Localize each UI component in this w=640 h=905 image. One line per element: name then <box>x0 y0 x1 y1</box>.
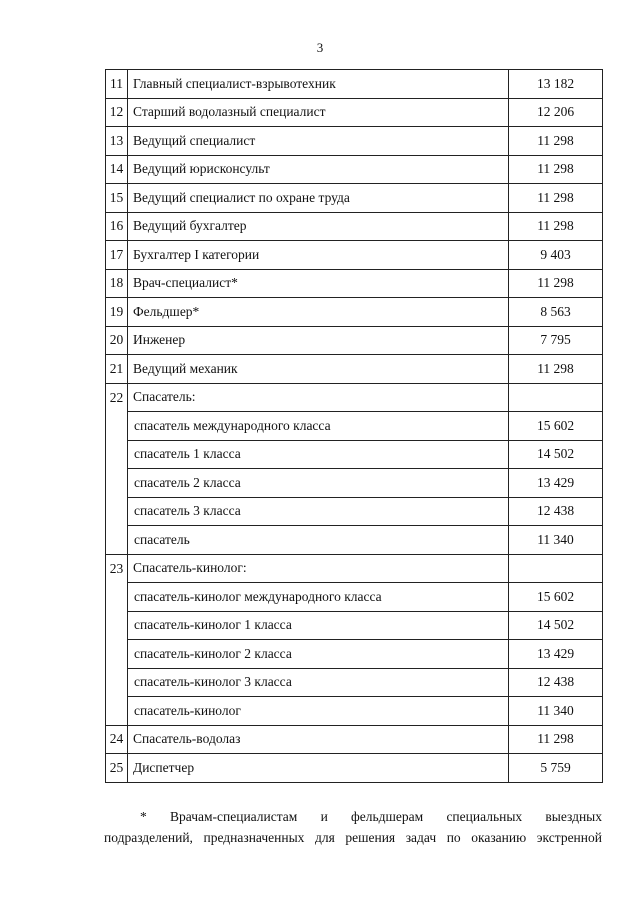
row-number: 22 <box>106 383 128 412</box>
position-name: спасатель <box>128 526 509 555</box>
salary-value: 11 298 <box>509 355 603 384</box>
position-name: Врач-специалист* <box>128 269 509 298</box>
row-number: 25 <box>106 754 128 783</box>
row-number: 20 <box>106 326 128 355</box>
table-row-subitem <box>106 469 603 498</box>
salary-value: 11 298 <box>509 269 603 298</box>
table-row <box>106 70 603 99</box>
salary-value: 12 438 <box>509 668 603 697</box>
table-row-subitem <box>106 526 603 555</box>
salary-value: 9 403 <box>509 241 603 270</box>
table-row <box>106 355 603 384</box>
salary-value: 5 759 <box>509 754 603 783</box>
table-row-subitem <box>106 668 603 697</box>
position-name: Старший водолазный специалист <box>128 98 509 127</box>
table-row-subitem <box>106 583 603 612</box>
row-number: 24 <box>106 725 128 754</box>
salary-value: 11 298 <box>509 127 603 156</box>
table-row-subitem <box>106 412 603 441</box>
salary-value: 15 602 <box>509 583 603 612</box>
salary-value: 14 502 <box>509 611 603 640</box>
table-row <box>106 241 603 270</box>
table-row-subitem <box>106 440 603 469</box>
position-name: спасатель-кинолог 2 класса <box>128 640 509 669</box>
salary-value: 13 429 <box>509 469 603 498</box>
position-name: Бухгалтер I категории <box>128 241 509 270</box>
salary-value: 14 502 <box>509 440 603 469</box>
page-number: 3 <box>316 40 324 55</box>
salary-value: 8 563 <box>509 298 603 327</box>
salary-value: 15 602 <box>509 412 603 441</box>
table-row <box>106 725 603 754</box>
row-number: 15 <box>106 184 128 213</box>
position-name: спасатель-кинолог международного класса <box>128 583 509 612</box>
row-number: 23 <box>106 554 128 583</box>
position-name: Фельдшер* <box>128 298 509 327</box>
salary-table <box>105 69 603 783</box>
table-row-subitem <box>106 640 603 669</box>
table-row-group-header <box>106 383 603 412</box>
position-name: спасатель-кинолог <box>128 697 509 726</box>
salary-value: 11 298 <box>509 212 603 241</box>
row-number: 19 <box>106 298 128 327</box>
position-name: Ведущий специалист <box>128 127 509 156</box>
table-row-group-header <box>106 554 603 583</box>
position-name: спасатель 3 класса <box>128 497 509 526</box>
position-name: спасатель 1 класса <box>128 440 509 469</box>
table-row <box>106 184 603 213</box>
footnote-line-2: подразделений, предназначенных для решения задач по оказанию экстренной <box>104 830 602 845</box>
salary-value: 11 298 <box>509 184 603 213</box>
position-name: Ведущий механик <box>128 355 509 384</box>
row-number: 18 <box>106 269 128 298</box>
salary-value-empty <box>509 554 603 583</box>
table-row-subitem <box>106 611 603 640</box>
position-name: спасатель международного класса <box>128 412 509 441</box>
salary-value: 7 795 <box>509 326 603 355</box>
footnote-line-1: * Врачам-специалистам и фельдшерам специальных выездных <box>140 809 602 824</box>
table-row <box>106 127 603 156</box>
row-number: 21 <box>106 355 128 384</box>
table-row <box>106 155 603 184</box>
position-name: Диспетчер <box>128 754 509 783</box>
salary-value: 13 429 <box>509 640 603 669</box>
row-number: 13 <box>106 127 128 156</box>
position-name: спасатель-кинолог 3 класса <box>128 668 509 697</box>
position-name: спасатель 2 класса <box>128 469 509 498</box>
salary-value: 13 182 <box>509 70 603 99</box>
table-row <box>106 98 603 127</box>
table-row-subitem <box>106 497 603 526</box>
table-row <box>106 754 603 783</box>
salary-value: 11 298 <box>509 155 603 184</box>
table-row <box>106 212 603 241</box>
salary-value: 11 298 <box>509 725 603 754</box>
position-name: Главный специалист-взрывотехник <box>128 70 509 99</box>
group-name: Спасатель: <box>128 383 509 412</box>
row-number: 11 <box>106 70 128 99</box>
footnote <box>104 806 602 848</box>
salary-value: 11 340 <box>509 697 603 726</box>
position-name: Спасатель-водолаз <box>128 725 509 754</box>
row-number: 12 <box>106 98 128 127</box>
row-number: 17 <box>106 241 128 270</box>
position-name: Ведущий бухгалтер <box>128 212 509 241</box>
salary-value: 12 438 <box>509 497 603 526</box>
salary-value-empty <box>509 383 603 412</box>
row-number: 16 <box>106 212 128 241</box>
position-name: Ведущий юрисконсульт <box>128 155 509 184</box>
position-name: Инженер <box>128 326 509 355</box>
table-row <box>106 298 603 327</box>
salary-value: 11 340 <box>509 526 603 555</box>
row-number: 14 <box>106 155 128 184</box>
position-name: спасатель-кинолог 1 класса <box>128 611 509 640</box>
group-name: Спасатель-кинолог: <box>128 554 509 583</box>
table-row <box>106 269 603 298</box>
table-row-subitem <box>106 697 603 726</box>
salary-value: 12 206 <box>509 98 603 127</box>
table-row <box>106 326 603 355</box>
position-name: Ведущий специалист по охране труда <box>128 184 509 213</box>
